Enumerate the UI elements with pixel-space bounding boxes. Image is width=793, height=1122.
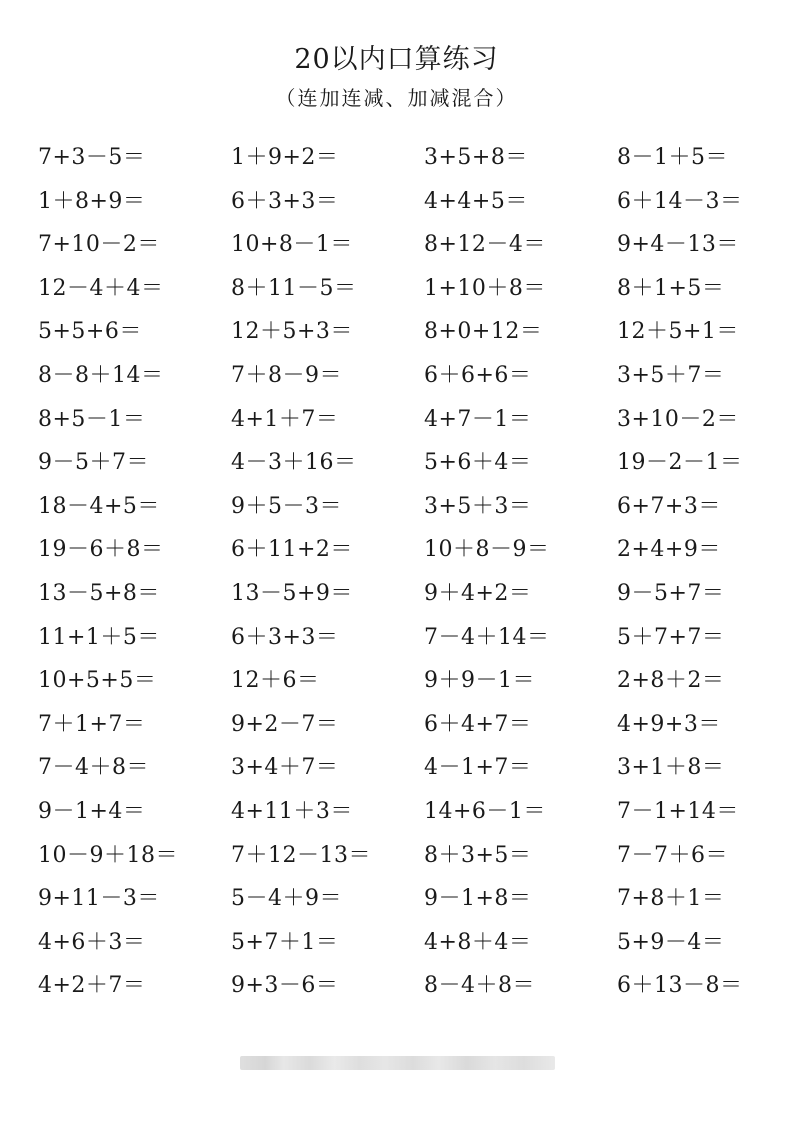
math-problem: 18－4+5＝ — [38, 493, 160, 519]
math-problem: 4+7－1＝ — [424, 406, 532, 432]
math-problem: 6＋6+6＝ — [424, 362, 532, 388]
math-problem: 3+4＋7＝ — [231, 755, 339, 781]
math-problem: 8＋11－5＝ — [231, 275, 357, 301]
math-problem: 7－4＋14＝ — [424, 624, 550, 650]
math-problem: 9－1+8＝ — [424, 886, 532, 912]
math-problem: 4+9+3＝ — [617, 711, 721, 737]
math-problem: 6＋11+2＝ — [231, 537, 353, 563]
math-problem: 13－5+9＝ — [231, 580, 353, 606]
math-problem: 3+10－2＝ — [617, 406, 739, 432]
math-problem: 4+6＋3＝ — [38, 929, 146, 955]
math-problem: 1＋8+9＝ — [38, 188, 146, 214]
math-problem: 9+2－7＝ — [231, 711, 339, 737]
math-problem: 9+4－13＝ — [617, 232, 739, 258]
math-problem: 6＋3+3＝ — [231, 624, 339, 650]
math-problem: 6＋14－3＝ — [617, 188, 743, 214]
math-problem: 14+6－1＝ — [424, 798, 546, 824]
blurred-watermark-bar — [240, 1056, 555, 1070]
math-problem: 10＋8－9＝ — [424, 537, 550, 563]
math-problem: 4+2＋7＝ — [38, 973, 146, 999]
math-problem: 9－5+7＝ — [617, 580, 725, 606]
math-problem: 4+11＋3＝ — [231, 798, 353, 824]
math-problem: 7＋12－13＝ — [231, 842, 371, 868]
math-problem: 6＋4+7＝ — [424, 711, 532, 737]
math-problem: 13－5+8＝ — [38, 580, 160, 606]
math-problem: 4+4+5＝ — [424, 188, 528, 214]
math-problem: 2+4+9＝ — [617, 537, 721, 563]
math-problem: 6＋13－8＝ — [617, 973, 743, 999]
math-problem: 5+6＋4＝ — [424, 450, 532, 476]
math-problem: 8－8＋14＝ — [38, 362, 164, 388]
math-problem: 12＋6＝ — [231, 668, 320, 694]
math-problem: 7+10－2＝ — [38, 232, 160, 258]
math-problem: 7＋1+7＝ — [38, 711, 146, 737]
math-problem: 4－1+7＝ — [424, 755, 532, 781]
math-problem: 12－4＋4＝ — [38, 275, 164, 301]
math-problem: 1+10＋8＝ — [424, 275, 546, 301]
math-problem: 7+8＋1＝ — [617, 886, 725, 912]
math-problem: 9+11－3＝ — [38, 886, 160, 912]
math-problem: 8－1＋5＝ — [617, 145, 728, 170]
math-problem: 4－3＋16＝ — [231, 450, 357, 476]
math-problem: 8＋1+5＝ — [617, 275, 725, 301]
math-problem: 8－4＋8＝ — [424, 973, 535, 999]
math-problem: 8+12－4＝ — [424, 232, 546, 258]
math-problem: 7＋8－9＝ — [231, 362, 342, 388]
math-problem: 5＋7+7＝ — [617, 624, 725, 650]
math-problem: 5+7＋1＝ — [231, 929, 339, 955]
math-problem: 3+1＋8＝ — [617, 755, 725, 781]
math-problem: 7+3－5＝ — [38, 145, 146, 170]
math-problem: 8+0+12＝ — [424, 319, 543, 345]
math-problem: 2+8＋2＝ — [617, 668, 725, 694]
math-problem: 5+9－4＝ — [617, 929, 725, 955]
math-problem: 9＋5－3＝ — [231, 493, 342, 519]
math-problem: 9－5＋7＝ — [38, 450, 149, 476]
math-problem: 4+1＋7＝ — [231, 406, 339, 432]
math-problem: 9+3－6＝ — [231, 973, 339, 999]
math-problem: 10+8－1＝ — [231, 232, 353, 258]
math-problem: 12＋5+1＝ — [617, 319, 739, 345]
math-problem: 3+5+8＝ — [424, 145, 528, 170]
math-problem: 7－7＋6＝ — [617, 842, 728, 868]
math-problem: 12＋5+3＝ — [231, 319, 353, 345]
math-problem: 8＋3+5＝ — [424, 842, 532, 868]
math-problem: 6+7+3＝ — [617, 493, 721, 519]
math-problem: 5－4＋9＝ — [231, 886, 342, 912]
page-title: 20以内口算练习 — [294, 44, 499, 75]
math-problem: 19－2－1＝ — [617, 450, 743, 476]
math-problem: 3+5＋3＝ — [424, 493, 532, 519]
math-problem: 3+5＋7＝ — [617, 362, 725, 388]
math-problem: 4+8＋4＝ — [424, 929, 532, 955]
math-problem: 1＋9+2＝ — [231, 145, 339, 170]
math-problem: 8+5－1＝ — [38, 406, 146, 432]
math-problem: 5+5+6＝ — [38, 319, 142, 345]
problem-grid — [38, 140, 778, 1012]
math-problem: 9－1+4＝ — [38, 798, 146, 824]
page-subtitle: （连加连减、加减混合） — [275, 86, 518, 110]
math-problem: 19－6＋8＝ — [38, 537, 164, 563]
math-problem: 6＋3+3＝ — [231, 188, 339, 214]
math-problem: 9＋4+2＝ — [424, 580, 532, 606]
math-problem: 7－4＋8＝ — [38, 755, 149, 781]
math-problem: 9＋9－1＝ — [424, 668, 535, 694]
math-problem: 10+5+5＝ — [38, 668, 157, 694]
math-problem: 7－1+14＝ — [617, 798, 739, 824]
math-problem: 11+1＋5＝ — [38, 624, 160, 650]
math-problem: 10－9＋18＝ — [38, 842, 178, 868]
